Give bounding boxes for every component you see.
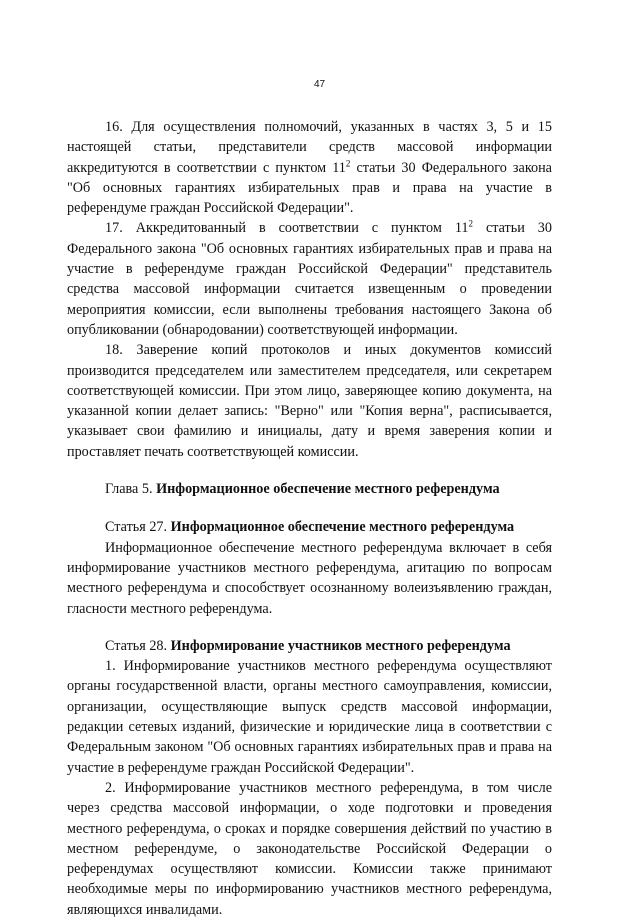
chapter-5-heading <box>67 479 552 499</box>
paragraph-16-text-end: статьи 30 Федерального закона "Об основных гарантиях избирательных прав и права на участие в референдуме граждан Российской Федерации". <box>67 159 552 217</box>
paragraph-17-superscript: 2 <box>468 218 473 229</box>
article-28-paragraph-2: 2. Информирование участников местного референдума, в том числе через средства массовой информации, о ходе подготовки и проведения местного референдума, о сроках и порядке совершения действий по участию в местном референдуме, о законодательстве Российской Федерации о референдумах осуществляют комиссии. Комиссии также принимают необходимые меры по информированию участников местного референдума, являющихся инвалидами. <box>67 779 552 918</box>
article-28-heading <box>67 636 552 656</box>
article-27-heading <box>67 517 552 537</box>
article-28-title: Информирование участников местного референдума <box>170 637 511 654</box>
article-28-paragraph-1: 1. Информирование участников местного референдума осуществляют органы государственной власти, органы местного самоуправления, комиссии, организации, осуществляющие выпуск средств массовой информации, редакции сетевых изданий, физические и юридические лица в соответствии с Федеральным законом "Об основных гарантиях избирательных прав и права на участие в референдуме граждан Российской Федерации". <box>67 658 552 776</box>
paragraph-16-superscript: 2 <box>345 157 351 168</box>
article-27-text: Информационное обеспечение местного референдума включает в себя информирование участников местного референдума, агитацию по вопросам местного референдума и способствует осознанному волеизъявлению граждан, гласности местного референдума. <box>67 539 552 617</box>
chapter-5-prefix: Глава 5. <box>105 481 157 498</box>
article-27-title: Информационное обеспечение местного референдума <box>170 519 515 536</box>
article-27-prefix: Статья 27. <box>105 519 171 536</box>
document-body <box>67 117 552 920</box>
paragraph-16 <box>67 117 552 218</box>
page-number: 47 <box>313 79 326 90</box>
chapter-5-title: Информационное обеспечение местного референдума <box>156 481 500 498</box>
article-28-prefix: Статья 28. <box>105 637 171 654</box>
paragraph-18: 18. Заверение копий протоколов и иных документов комиссий производится председателем или заместителем председателя, или секретарем соответствующей комиссии. При этом лицо, заверяющее копию документа, на указанной копии делает запись: "Верно" или "Копия верна", расписывается, указывает свои фамилию и инициалы, дату и время заверения копии и проставляет печать соответствующей комиссии. <box>67 342 552 460</box>
paragraph-17-text-end: статьи 30 Федерального закона "Об основных гарантиях избирательных прав и права на участие в референдуме граждан Российской Федерации" представитель средства массовой информации считается извещенным о проведении мероприятия комиссии, если выполнены требования настоящего Закона об опубликовании (обнародовании) соответствующей информации. <box>67 220 552 338</box>
paragraph-17-text-start: 17. Аккредитованный в соответствии с пунктом 11 <box>105 220 469 237</box>
paragraph-16-text-start: 16. Для осуществления полномочий, указанных в частях 3, 5 и 15 настоящей статьи, представители средств массовой информации аккредитуются в соответствии с пунктом 11 <box>67 119 552 176</box>
paragraph-17 <box>67 218 552 340</box>
